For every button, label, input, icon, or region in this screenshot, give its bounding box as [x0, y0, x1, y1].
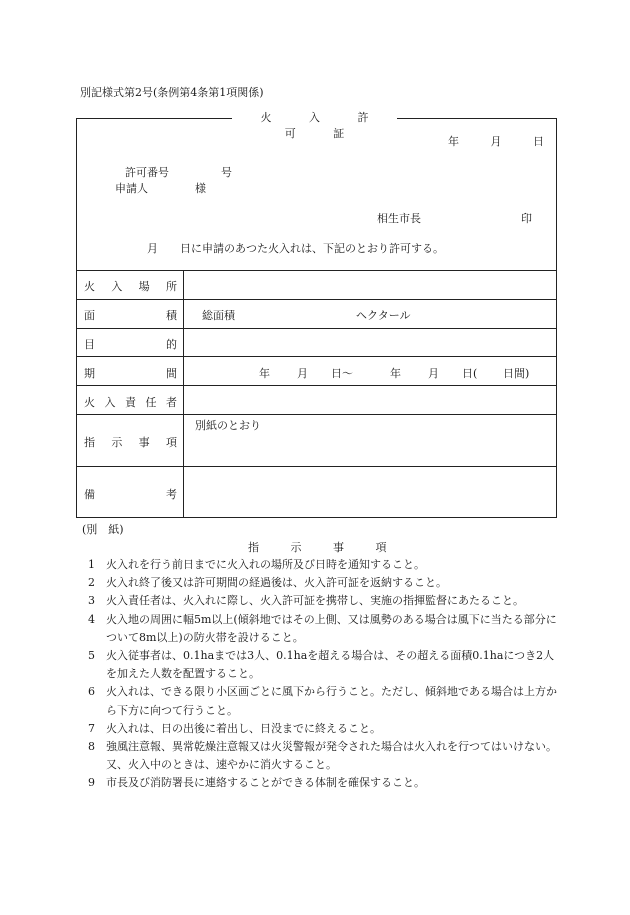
applicant-label: 申請人: [115, 182, 148, 195]
table-rule: [76, 299, 557, 300]
table-column-rule: [183, 270, 184, 518]
list-item: [88, 683, 558, 719]
period-end-day: 日(: [462, 367, 478, 380]
item-number: 6: [88, 685, 95, 699]
label-remarks: 備 考: [84, 488, 177, 501]
item-number: 7: [88, 721, 95, 735]
table-rule: [76, 270, 557, 271]
list-item: [88, 574, 558, 592]
label-fire-manager: 火 入 責 任 者: [84, 396, 177, 409]
item-number: 1: [88, 558, 95, 571]
label-burning-site: 火 入 場 所: [84, 280, 177, 293]
document-title: 火 入 許 可 証: [260, 111, 386, 140]
list-item: [88, 774, 558, 792]
permit-statement: 月 日に申請のあつた火入れは、下記のとおり許可する。: [147, 242, 444, 255]
list-item: [88, 592, 558, 610]
label-period: 期 間: [84, 367, 177, 380]
item-text: 火入従事者は、0.1haまでは3人、0.1haを超える場合は、その超える面積0.1haにつき2人を加えた人数を配置すること。: [106, 649, 555, 681]
item-text: 火入れを行う前日までに火入れの場所及び日時を通知すること。: [106, 558, 425, 571]
item-text: 強風注意報、異常乾燥注意報又は火災警報が発令された場合は火入れを行つてはいけない。又、火入中のときは、速やかに消火すること。: [106, 740, 557, 772]
item-number: 4: [88, 612, 95, 626]
item-number: 2: [88, 576, 95, 590]
item-text: 火入地の周囲に幅5m以上(傾斜地ではその上側、又は風勢のある場合は風下に当たる部分について8m以上)の防火帯を設けること。: [106, 612, 557, 644]
form-reference: 別記様式第2号(条例第4条第1項関係): [80, 86, 264, 99]
list-item: [88, 647, 558, 683]
instructions-value: 別紙のとおり: [195, 419, 261, 432]
permit-number-label: 許可番号: [125, 166, 169, 179]
period-end-month: 月: [428, 367, 439, 380]
label-instructions: 指 示 事 項: [84, 436, 177, 449]
period-end-year: 年: [390, 367, 401, 380]
table-rule: [76, 385, 557, 386]
seal-mark: 印: [521, 212, 532, 225]
permit-number-suffix: 号: [221, 166, 232, 179]
issuer-mayor: 相生市長: [377, 212, 421, 225]
list-item: [88, 611, 558, 647]
list-item: [88, 738, 558, 774]
item-text: 火入責任者は、火入れに際し、火入許可証を携帯し、実施の指揮監督にあたること。: [106, 594, 524, 608]
table-rule: [76, 328, 557, 329]
item-number: 8: [88, 740, 95, 754]
instruction-list: [88, 556, 558, 793]
appendix-label: (別 紙): [82, 523, 124, 536]
period-start-year: 年: [259, 367, 270, 380]
instructions-title: 指 示 事 項: [248, 541, 389, 554]
table-rule: [76, 356, 557, 357]
period-start-day: 日〜: [331, 367, 353, 380]
item-number: 3: [88, 594, 95, 608]
item-text: 火入れは、日の出後に着出し、日没までに終えること。: [106, 721, 381, 735]
list-item: [88, 556, 558, 574]
period-days: 日間): [503, 367, 530, 380]
list-item: [88, 720, 558, 738]
area-unit: ヘクタール: [356, 309, 411, 322]
item-text: 市長及び消防署長に連絡することができる体制を確保すること。: [106, 776, 425, 790]
label-purpose: 目 的: [84, 338, 177, 351]
item-number: 9: [88, 776, 95, 790]
table-rule: [76, 466, 557, 467]
period-start-month: 月: [297, 367, 308, 380]
area-total-label: 総面積: [202, 309, 235, 322]
item-number: 5: [88, 649, 95, 663]
issue-date: 年 月 日: [448, 135, 544, 148]
table-rule: [76, 414, 557, 415]
item-text: 火入れ終了後又は許可期間の経過後は、火入許可証を返納すること。: [106, 576, 447, 590]
label-area: 面 積: [84, 309, 177, 322]
item-text: 火入れは、できる限り小区画ごとに風下から行うこと。ただし、傾斜地である場合は上方から下方に向つて行うこと。: [106, 685, 557, 717]
applicant-suffix: 様: [195, 182, 206, 195]
